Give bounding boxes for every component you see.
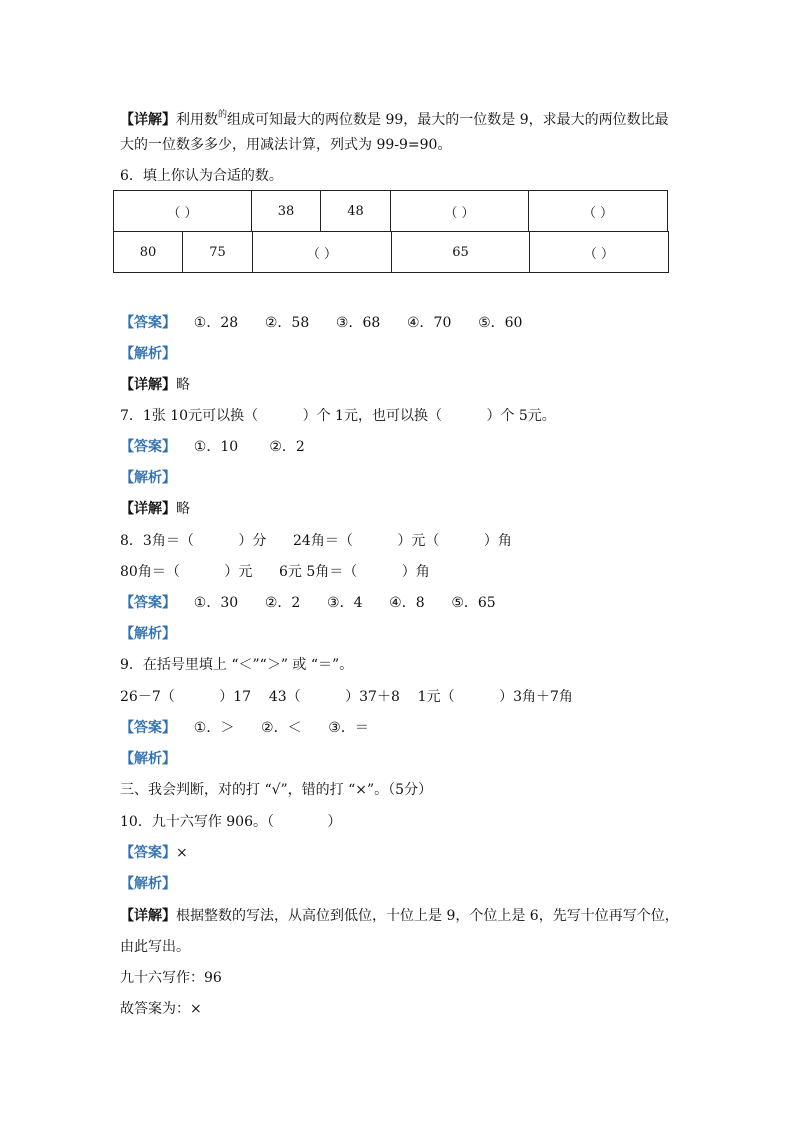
q9-analysis-tag: 【解析】: [120, 751, 176, 767]
detail-text: 略: [176, 377, 190, 393]
q6-title: 6．填上你认为合适的数。: [120, 168, 283, 184]
table-cell: 48: [321, 191, 391, 232]
q10-detail-line-3: 九十六写作：96: [120, 970, 222, 986]
table-cell: （ ）: [530, 232, 669, 273]
answer-tag: 【答案】: [120, 595, 176, 611]
table-row: [114, 232, 669, 273]
q10-detail-line-2: 由此写出。: [120, 939, 190, 955]
table-cell: （ ）: [253, 232, 392, 273]
q9-line: 26－7（ ）17 43（ ）37＋8 1元（ ）3角＋7角: [120, 689, 573, 705]
answer-text: ①．28 ②．58 ③．68 ④．70 ⑤．60: [176, 315, 523, 331]
q5-detail-text-b: 组成可知最大的两位数是 99，最大的一位数是 9，求最大的两位数比最: [227, 112, 669, 128]
q7-title: 7．1张 10元可以换（ ）个 1元，也可以换（ ）个 5元。: [120, 408, 556, 424]
q6-number-table: [113, 190, 668, 232]
table-cell: 80: [114, 232, 183, 273]
answer-text: ×: [176, 845, 188, 861]
table-row: [114, 191, 668, 232]
q8-analysis-tag: 【解析】: [120, 626, 176, 642]
q9-title: 9．在括号里填上 “＜”“＞” 或 “＝”。: [120, 657, 354, 673]
detail-tag: 【详解】: [120, 377, 176, 393]
q7-detail: [120, 499, 190, 519]
answer-tag: 【答案】: [120, 439, 176, 455]
detail-tag: 【详解】: [120, 501, 176, 517]
table-cell: 38: [252, 191, 321, 232]
answer-text: ①．10 ②．2: [176, 439, 305, 455]
answer-tag: 【答案】: [120, 845, 176, 861]
answer-text: ①．＞ ②．＜ ③．＝: [176, 720, 369, 736]
q10-title: 10．九十六写作 906。（ ）: [120, 814, 342, 830]
detail-tag: 【详解】: [120, 908, 176, 924]
q8-line-2: 80角＝（ ）元 6元 5角＝（ ）角: [120, 564, 430, 580]
q8-answer: [120, 593, 496, 613]
q9-answer: [120, 718, 369, 738]
table-cell: 65: [392, 232, 530, 273]
q5-detail-text-a: 利用数: [176, 112, 218, 128]
table-cell: （ ）: [529, 191, 668, 232]
q10-detail-line-4: 故答案为：×: [120, 1001, 202, 1017]
answer-tag: 【答案】: [120, 315, 176, 331]
detail-text: 根据整数的写法，从高位到低位，十位上是 9，个位上是 6，先写十位再写个位，: [176, 908, 679, 924]
detail-tag: 【详解】: [120, 112, 176, 128]
q10-answer: [120, 843, 188, 863]
q6-number-table-row2: [113, 231, 669, 273]
answer-text: ①．30 ②．2 ③．4 ④．8 ⑤．65: [176, 595, 496, 611]
q5-detail-line-1: [120, 105, 669, 130]
q5-detail-line-2: 大的一位数多多少，用减法计算，列式为 99-9=90。: [120, 137, 452, 153]
table-cell: （ ）: [114, 191, 252, 232]
table-cell: （ ）: [391, 191, 529, 232]
q6-analysis-tag: 【解析】: [120, 346, 176, 362]
q10-detail-line-1: [120, 906, 679, 926]
detail-text: 略: [176, 501, 190, 517]
table-cell: 75: [183, 232, 253, 273]
q5-detail-sup: 的: [218, 110, 228, 120]
answer-tag: 【答案】: [120, 720, 176, 736]
q6-answer: [120, 313, 522, 333]
q10-analysis-tag: 【解析】: [120, 876, 176, 892]
section3-title: 三、我会判断，对的打 “√”，错的打 “×”。（5分）: [120, 782, 433, 798]
q6-detail: [120, 375, 190, 395]
q7-answer: [120, 437, 305, 457]
q8-line-1: 8．3角＝（ ）分 24角＝（ ）元（ ）角: [120, 533, 512, 549]
q7-analysis-tag: 【解析】: [120, 470, 176, 486]
